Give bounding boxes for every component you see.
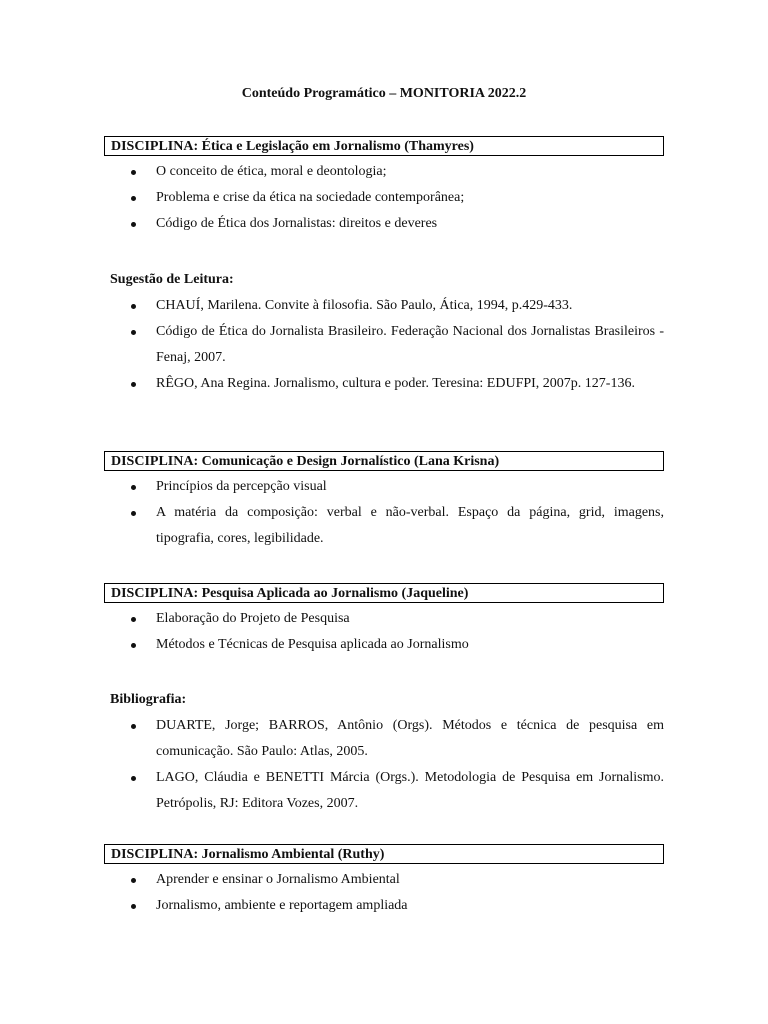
list-item: Jornalismo, ambiente e reportagem ampliada — [104, 893, 664, 919]
list-item: O conceito de ética, moral e deontologia; — [104, 159, 664, 185]
bullet-icon — [131, 170, 136, 175]
list-item: Código de Ética dos Jornalistas: direitos e deveres — [104, 211, 664, 237]
bibliography-heading: Bibliografia: — [110, 692, 187, 707]
section-ambiental — [104, 844, 664, 919]
bullet-icon — [131, 724, 136, 729]
list-item: CHAUÍ, Marilena. Convite à filosofia. São Paulo, Ática, 1994, p.429-433. — [104, 293, 664, 319]
list-item: Código de Ética do Jornalista Brasileiro. Federação Nacional dos Jornalistas Brasileiros - Fenaj, 2007. — [104, 319, 664, 371]
list-item: Aprender e ensinar o Jornalismo Ambiental — [104, 867, 664, 893]
bibliography-pesquisa — [104, 690, 664, 817]
list-item: Métodos e Técnicas de Pesquisa aplicada ao Jornalismo — [104, 632, 664, 658]
section-pesquisa — [104, 583, 664, 658]
list-item: Princípios da percepção visual — [104, 474, 664, 500]
topic-list — [104, 474, 664, 552]
discipline-heading: DISCIPLINA: Ética e Legislação em Jornalismo (Thamyres) — [104, 136, 664, 156]
page-title: Conteúdo Programático – MONITORIA 2022.2 — [241, 86, 527, 101]
reading-etica — [104, 270, 664, 397]
list-item: Problema e crise da ética na sociedade contemporânea; — [104, 185, 664, 211]
section-design — [104, 451, 664, 552]
bullet-icon — [131, 617, 136, 622]
list-item: DUARTE, Jorge; BARROS, Antônio (Orgs). Métodos e técnica de pesquisa em comunicação. São Paulo: Atlas, 2005. — [104, 713, 664, 765]
topic-list — [104, 867, 664, 919]
topic-list — [104, 606, 664, 658]
bullet-icon — [131, 222, 136, 227]
list-item: RÊGO, Ana Regina. Jornalismo, cultura e poder. Teresina: EDUFPI, 2007p. 127-136. — [104, 371, 664, 397]
bullet-icon — [131, 904, 136, 909]
section-etica — [104, 136, 664, 237]
list-item: A matéria da composição: verbal e não-verbal. Espaço da página, grid, imagens, tipografia, cores, legibilidade. — [104, 500, 664, 552]
reading-list — [104, 293, 664, 397]
bullet-icon — [131, 304, 136, 309]
discipline-heading: DISCIPLINA: Comunicação e Design Jornalístico (Lana Krisna) — [104, 451, 664, 471]
bullet-icon — [131, 196, 136, 201]
bullet-icon — [131, 330, 136, 335]
bullet-icon — [131, 878, 136, 883]
bullet-icon — [131, 643, 136, 648]
discipline-heading: DISCIPLINA: Pesquisa Aplicada ao Jornalismo (Jaqueline) — [104, 583, 664, 603]
bullet-icon — [131, 511, 136, 516]
reading-heading: Sugestão de Leitura: — [110, 272, 234, 287]
bullet-icon — [131, 776, 136, 781]
bullet-icon — [131, 485, 136, 490]
list-item: LAGO, Cláudia e BENETTI Márcia (Orgs.). Metodologia de Pesquisa em Jornalismo. Petrópolis, RJ: Editora Vozes, 2007. — [104, 765, 664, 817]
bullet-icon — [131, 382, 136, 387]
topic-list — [104, 159, 664, 237]
discipline-heading: DISCIPLINA: Jornalismo Ambiental (Ruthy) — [104, 844, 664, 864]
list-item: Elaboração do Projeto de Pesquisa — [104, 606, 664, 632]
bibliography-list — [104, 713, 664, 817]
